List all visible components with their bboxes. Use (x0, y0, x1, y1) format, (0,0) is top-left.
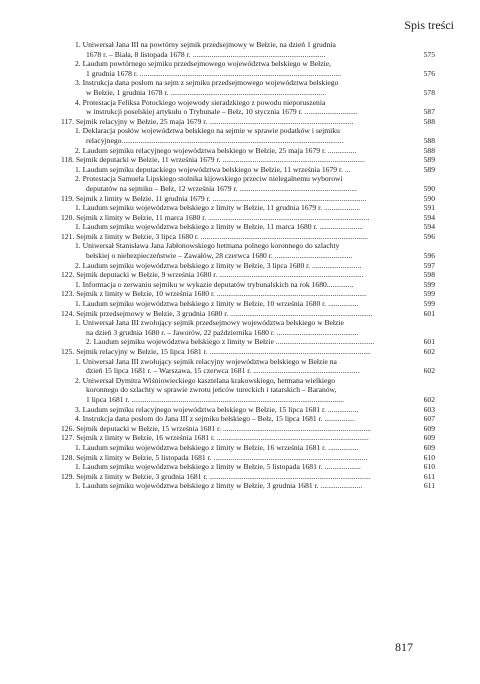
toc-page-number: 589 (423, 155, 435, 165)
toc-entry-text: 1. Laudum sejmiku województwa bełskiego z limity w Bełzie, 16 września 1681 r. ................ (75, 442, 359, 452)
running-head: Spis treści (404, 18, 454, 32)
toc-page-number: 590 (423, 193, 435, 203)
toc-entry-text: 2. Laudum sejmiku województwa bełskiego z limity w Bełzie .................................................... (86, 337, 375, 347)
toc-entry-text: 3. Instrukcja dana posłom na sejm z sejmiku przedsejmowego województwa bełskiego (75, 78, 339, 88)
toc-subentry (44, 405, 435, 415)
toc-subentry (44, 462, 435, 472)
toc-section-entry (44, 309, 435, 319)
toc-entry-text: w Bełzie, 1 grudnia 1678 r. .................................................................................. (86, 87, 327, 97)
toc-entry-text: 2. Laudum powtórnego sejmiku przedsejmowego województwa bełskiego w Bełzie, (75, 59, 332, 69)
toc-page-number: 596 (423, 251, 435, 261)
toc-entry-text: 123. Sejmik z limity w Bełzie, 10 września 1680 r. ............................................................................... (61, 289, 367, 299)
toc-subentry (44, 376, 435, 405)
toc-page-number: 599 (423, 279, 435, 289)
toc-page-number: 594 (423, 222, 435, 232)
toc-entry-text: 119. Sejmik z limity w Bełzie, 11 grudnia 1679 r. ................................................................................. (61, 193, 367, 203)
toc-subentry (44, 299, 435, 309)
toc-subentry (44, 481, 435, 491)
toc-entry-text: 1. Laudum sejmiku województwa bełskiego z limity w Bełzie, 11 marca 1680 r. ....................... (75, 222, 364, 232)
toc-subentry (44, 241, 435, 260)
toc-subentry (44, 165, 435, 175)
toc-page-number: 599 (423, 299, 435, 309)
toc-page-number: 610 (423, 452, 435, 462)
toc-page-number: 589 (423, 164, 435, 174)
toc-entry-text: na dzień 3 grudnia 1680 r. – Jaworów, 22 października 1680 r. ........................................... (86, 327, 359, 337)
toc-entry-text: 1. Uniwersał Stanisława Jana Jabłonowskiego hetmana polnego koronnego do szlachty (75, 241, 340, 251)
toc-entry-text: 3. Laudum sejmiku relacyjnego województwa bełskiego w Bełzie, 15 lipca 1681 r. ................ (75, 404, 359, 414)
toc-section-entry (44, 289, 435, 299)
toc-entry-text: 2. Uniwersał Dymitra Wiśniowieckiego kasztelana krakowskiego, hetmana wielkiego (75, 375, 335, 385)
page-number: 817 (395, 640, 413, 654)
toc-entry-text: 1 grudnia 1678 r. .......................................................................................................... (86, 68, 342, 78)
toc-page-number: 588 (423, 116, 435, 126)
toc-entry-text: 128. Sejmik z limity w Bełzie, 5 listopada 1681 r. ................................................................................. (61, 452, 368, 462)
toc-section-entry (44, 453, 435, 463)
toc-page-number: 591 (423, 203, 435, 213)
toc-page-number: 602 (423, 366, 435, 376)
toc-page-number: 576 (423, 68, 435, 78)
toc-page-number: 594 (423, 212, 435, 222)
toc-entry-text: 124. Sejmik przedsejmowy w Bełzie, 3 grudnia 1680 r. ........................................................................... (61, 308, 373, 318)
toc-entry-text: 1. Uniwersał Jana III na powtórny sejmik przedsejmowy w Bełzie, na dzień 1 grudnia (75, 40, 336, 49)
toc-subentry (44, 98, 435, 117)
toc-page-number: 598 (423, 270, 435, 280)
toc-section-entry (44, 155, 435, 165)
toc-subentry (44, 280, 435, 290)
toc-entry-text: 1. Laudum sejmiku województwa bełskiego z limity w Bełzie, 10 września 1680 r. ................ (75, 299, 359, 309)
toc-entry-text: 1. Uniwersał Jana III zwołujący sejmik przedsejmowy województwa bełskiego w Bełzie (75, 318, 344, 328)
toc-entry-text: 2. Laudum sejmiku województwa bełskiego z limity w Bełzie, 3 lipca 1680 r. .......................... (75, 260, 362, 270)
toc-page-number: 601 (423, 308, 435, 318)
toc-entry-text: 1. Laudum sejmiku województwa bełskiego z limity w Bełzie, 3 grudnia 1681 r. ...................... (75, 481, 363, 491)
toc-section-entry (44, 232, 435, 242)
toc-section-entry (44, 213, 435, 223)
toc-subentry (44, 357, 435, 376)
toc-entry-text: 4. Protestacja Feliksa Potockiego wojewody sieradzkiego z powodu nieporuszenia (75, 97, 326, 107)
toc-section-entry (44, 424, 435, 434)
toc-entry-text: 117. Sejmik relacyjny w Bełzie, 25 maja 1679 r. ............................................................................ (61, 116, 354, 126)
toc-entry-text: w instrukcji poselskiej artykułu o Trybunale – Bełz, 10 stycznia 1679 r. ............................ (86, 107, 358, 117)
toc-entry-text: 4. Instrukcja dana posłom do Jana III z sejmiku bełskiego – Bełz, 15 lipca 1681 r. ................ (75, 414, 355, 424)
toc-entry-text: dzień 15 lipca 1681 r. – Warszawa, 15 czerwca 1681 r. ........................................................ (86, 366, 360, 376)
toc-entry-text: 127. Sejmik z limity w Bełzie, 16 września 1681 r. ................................................................................ (61, 433, 369, 443)
toc-page-number: 602 (423, 394, 435, 404)
toc-page-number: 607 (423, 414, 435, 424)
toc-subentry (44, 443, 435, 453)
toc-subentry (44, 174, 435, 193)
toc-subentry (44, 261, 435, 271)
toc-subentry (44, 146, 435, 156)
toc-entry-text: 129. Sejmik z limity w Bełzie, 3 grudnia 1681 r. ..................................................................................... (61, 471, 371, 481)
toc-entry-text: 1. Deklaracja posłów województwa bełskiego na sejmie w sprawie podatków i sejmiku (75, 126, 340, 136)
toc-page-number: 609 (423, 442, 435, 452)
toc-section-entry (44, 433, 435, 443)
toc-page-number: 597 (423, 260, 435, 270)
toc-section-entry (44, 117, 435, 127)
toc-entry-text: 1. Laudum sejmiku deputackiego województwa bełskiego w Bełzie, 11 września 1679 r. ... (75, 164, 351, 174)
toc-subentry (44, 78, 435, 97)
table-of-contents (44, 40, 435, 491)
toc-page-number: 609 (423, 433, 435, 443)
toc-page-number: 602 (423, 347, 435, 356)
toc-section-entry (44, 194, 435, 204)
toc-entry-text: deputatów na sejmiku – Bełz, 12 września 1679 r. .............................................................. (86, 183, 358, 193)
toc-entry-text: 1 lipca 1681 r. ................................................................................................................ (86, 394, 344, 404)
toc-subentry (44, 40, 435, 59)
toc-subentry (44, 126, 435, 145)
toc-subentry (44, 59, 435, 78)
toc-page-number: 596 (423, 231, 435, 241)
toc-entry-text: bełskiej o niebezpieczeństwie – Zawałów, 28 czerwca 1680 r. ......................................... (86, 251, 353, 261)
toc-subentry (44, 222, 435, 232)
toc-section-entry (44, 472, 435, 482)
toc-page-number: 588 (423, 145, 435, 155)
toc-page-number: 587 (423, 107, 435, 117)
toc-entry-text: 126. Sejmik deputacki w Bełzie, 15 września 1681 r. .............................................................................. (61, 423, 372, 433)
toc-subentry (44, 203, 435, 213)
toc-section-entry (44, 270, 435, 280)
toc-page-number: 603 (423, 404, 435, 414)
toc-entry-text: 1. Laudum sejmiku województwa bełskiego z limity w Bełzie, 11 grudnia 1679 r. ................... (75, 203, 361, 213)
toc-entry-text: 122. Sejmik deputacki w Bełzie, 9 września 1680 r. ............................................................................ (61, 270, 364, 280)
toc-page-number: 599 (423, 289, 435, 299)
toc-subentry (44, 414, 435, 424)
toc-entry-text: 120. Sejmik z limity w Bełzie, 11 marca 1680 r. ..................................................................................... (61, 212, 370, 222)
toc-entry-text: 1. Uniwersał Jana III zwołujący sejmik relacyjny województwa bełskiego w Bełzie na (75, 356, 337, 366)
toc-entry-text: 125. Sejmik relacyjny w Bełzie, 15 lipca 1681 r. ..................................................................................... (61, 347, 371, 356)
toc-page-number: 611 (423, 481, 435, 491)
toc-entry-text: 121. Sejmik z limity w Bełzie, 3 lipca 1680 r. ........................................................................................ (61, 231, 368, 241)
toc-page-number: 588 (423, 135, 435, 145)
toc-page-number: 578 (423, 87, 435, 97)
toc-entry-text: 2. Laudum sejmiku relacyjnego województwa bełskiego w Bełzie, 25 maja 1679 r. ............... (75, 145, 357, 155)
toc-entry-text: 118. Sejmik deputacki w Bełzie, 11 września 1679 r. ........................................................................... (61, 155, 365, 165)
toc-entry-text: 1678 r. – Biała, 8 listopada 1678 r. ...................................................................... (86, 49, 326, 59)
toc-entry-text: koronnego do szlachty w sprawie zwrotu jeńców tureckich i tatarskich – Baranów, (86, 385, 337, 395)
toc-page-number: 575 (423, 49, 435, 59)
toc-page-number: 610 (423, 462, 435, 472)
toc-entry-text: relacyjnego..................................................................................................................... (86, 135, 344, 145)
toc-section-entry (44, 347, 435, 357)
toc-page-number: 611 (423, 471, 435, 481)
toc-subentry (44, 318, 435, 347)
toc-entry-text: 1. Informacja o zerwaniu sejmiku w wykazie deputatów trybunalskich na rok 1680.............. (75, 279, 354, 289)
toc-page-number: 601 (423, 337, 435, 347)
toc-entry-text: 2. Protestacja Samuela Lipskiego stolnika kijowskiego przeciw nielegalnemu wyborowi (75, 174, 343, 184)
toc-page-number: 609 (423, 423, 435, 433)
toc-entry-text: 1. Laudum sejmiku województwa bełskiego z limity w Bełzie, 5 listopada 1681 r. ................... (75, 462, 361, 472)
toc-page-number: 590 (423, 183, 435, 193)
